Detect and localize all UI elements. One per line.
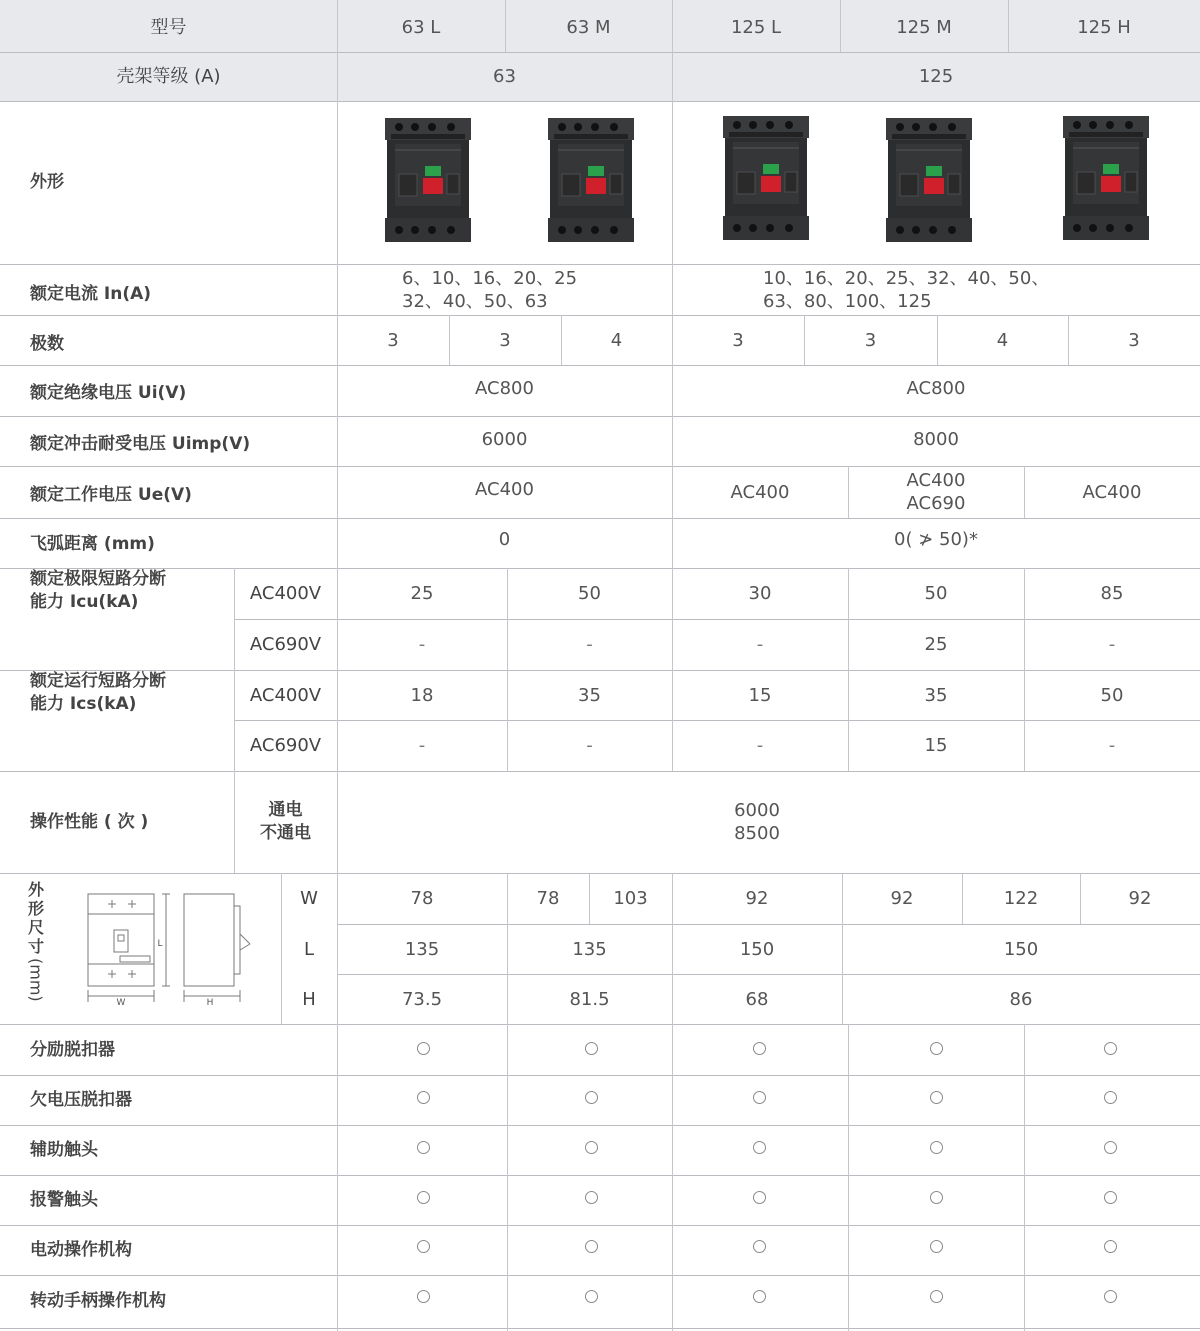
model-125h: 125 H xyxy=(1077,16,1131,38)
grid-line xyxy=(672,0,673,101)
grid-line xyxy=(0,264,1200,265)
rated-current-label: 额定电流 In(A) xyxy=(30,284,152,304)
rated-current-63 xyxy=(337,264,672,315)
grid-line xyxy=(937,315,938,365)
ics-ac400-value: 35 xyxy=(924,684,948,706)
grid-line xyxy=(672,568,673,771)
poles-value: 4 xyxy=(996,329,1009,351)
poles-value: 3 xyxy=(1128,329,1140,351)
grid-line xyxy=(0,466,1200,467)
model-125l: 125 L xyxy=(730,16,782,38)
dim-w-value: 78 xyxy=(410,888,434,909)
grid-line xyxy=(672,518,673,568)
option-available-icon xyxy=(585,1141,598,1154)
grid-line xyxy=(234,568,235,873)
breaker-image-125h xyxy=(1063,116,1149,240)
model-63l: 63 L xyxy=(401,16,441,38)
breaker-image-63l xyxy=(385,118,471,242)
dim-w-label: W xyxy=(300,888,318,909)
rated-current-63-line2: 32、40、50、63 xyxy=(402,290,548,312)
diagram-l-label: L xyxy=(157,939,163,949)
ics-ac400-value: 35 xyxy=(578,684,601,706)
dimensions-label-char: 形 xyxy=(27,899,44,918)
grid-line xyxy=(0,1125,1200,1126)
model-125m: 125 M xyxy=(896,16,952,38)
dimensions-label-char: 外 xyxy=(27,880,44,899)
icu-ac400-value: 50 xyxy=(578,583,601,604)
operating-voltage-63: AC400 xyxy=(475,478,534,500)
grid-line xyxy=(804,315,805,365)
insulation-voltage-label: 额定绝缘电压 Ui(V) xyxy=(30,383,187,403)
grid-line xyxy=(507,568,508,771)
option-available-icon xyxy=(585,1042,598,1055)
ics-label-line1: 额定运行短路分断 xyxy=(30,671,166,691)
poles-value: 3 xyxy=(864,329,877,351)
ics-ac690-value: - xyxy=(756,735,764,756)
icu-ac690-value: - xyxy=(586,634,593,655)
grid-line xyxy=(449,315,450,365)
grid-line xyxy=(234,619,1200,620)
frame-label: 壳架等级 (A) xyxy=(116,66,221,87)
option-available-icon xyxy=(753,1240,766,1253)
operation-values xyxy=(337,771,1177,873)
insulation-voltage-125: AC800 xyxy=(906,378,966,399)
frame-63: 63 xyxy=(493,66,516,87)
operation-label: 操作性能 ( 次 ) xyxy=(30,811,149,832)
grid-line xyxy=(672,365,673,466)
poles-label: 极数 xyxy=(30,333,64,354)
grid-line xyxy=(842,873,843,1024)
poles-value: 4 xyxy=(610,329,623,351)
grid-line xyxy=(0,1024,1200,1025)
option-available-icon xyxy=(585,1191,598,1204)
grid-line xyxy=(0,315,1200,316)
insulation-voltage-63: AC800 xyxy=(475,378,534,399)
ics-ac400-label: AC400V xyxy=(249,684,322,706)
grid-line xyxy=(507,1024,508,1331)
rated-current-125-line2: 63、80、100、125 xyxy=(763,290,932,312)
grid-line xyxy=(0,518,1200,519)
diagram-w-label: W xyxy=(116,998,126,1008)
operating-voltage-125m-line1: AC400 xyxy=(906,470,966,491)
grid-line xyxy=(1080,873,1081,924)
grid-line xyxy=(840,0,841,52)
icu-ac690-label: AC690V xyxy=(249,634,322,655)
grid-line xyxy=(672,101,673,264)
model-label: 型号 xyxy=(150,16,187,38)
dim-h-value: 73.5 xyxy=(401,988,443,1010)
arc-distance-label: 飞弧距离 (mm) xyxy=(30,533,155,554)
option-available-icon xyxy=(417,1141,430,1154)
option-available-icon xyxy=(585,1240,598,1253)
ics-ac400-value: 15 xyxy=(748,684,772,706)
poles-value: 3 xyxy=(499,329,511,351)
option-available-icon xyxy=(1104,1290,1117,1303)
model-63m: 63 M xyxy=(566,16,611,38)
ics-ac690-value: - xyxy=(1108,735,1116,756)
grid-line xyxy=(0,1275,1200,1276)
grid-line xyxy=(672,873,673,1024)
grid-line xyxy=(1024,568,1025,771)
option-available-icon xyxy=(753,1290,766,1303)
option-available-icon xyxy=(1104,1191,1117,1204)
dim-h-value: 68 xyxy=(745,988,769,1010)
grid-line xyxy=(234,720,1200,721)
dim-h-value: 81.5 xyxy=(569,988,610,1010)
dim-h-label: H xyxy=(302,988,316,1010)
ics-ac690-label: AC690V xyxy=(249,735,322,756)
option-available-icon xyxy=(930,1290,943,1303)
grid-line xyxy=(0,52,1200,53)
option-available-icon xyxy=(930,1191,943,1204)
grid-line xyxy=(1024,466,1025,518)
grid-line xyxy=(848,568,849,771)
arc-distance-63: 0 xyxy=(498,528,511,550)
ics-ac400-value: 18 xyxy=(410,684,434,706)
arc-distance-125: 0( ≯ 50)* xyxy=(894,528,978,550)
grid-line xyxy=(0,568,1200,569)
grid-line xyxy=(0,1075,1200,1076)
grid-line xyxy=(0,771,1200,772)
icu-ac400-value: 50 xyxy=(924,583,948,604)
dimensions-label-unit: (mm) xyxy=(26,958,46,1002)
impulse-voltage-125: 8000 xyxy=(913,428,959,450)
breaker-image-125l xyxy=(723,116,809,240)
icu-ac690-value: 25 xyxy=(924,634,948,655)
operation-sub-powered: 通电 xyxy=(268,800,303,820)
dimensions-label xyxy=(24,880,48,1002)
option-available-icon xyxy=(417,1091,430,1104)
appearance-label: 外形 xyxy=(30,172,64,192)
impulse-voltage-63: 6000 xyxy=(481,428,528,450)
icu-label xyxy=(0,568,234,670)
dim-w-value: 92 xyxy=(1128,888,1152,909)
accessory-label: 转动手柄操作机构 xyxy=(30,1290,166,1311)
dimension-diagram xyxy=(82,884,257,1010)
dimensions-label-char: 寸 xyxy=(27,937,44,956)
dim-w-value: 122 xyxy=(1003,888,1039,909)
option-available-icon xyxy=(930,1240,943,1253)
ics-ac400-value: 50 xyxy=(1100,684,1124,706)
grid-line xyxy=(1068,315,1069,365)
accessory-label: 欠电压脱扣器 xyxy=(30,1089,132,1110)
grid-line xyxy=(0,416,1200,417)
option-available-icon xyxy=(417,1240,430,1253)
rated-current-125-line1: 10、16、20、25、32、40、50、 xyxy=(763,267,1050,289)
grid-line xyxy=(672,264,673,315)
dim-w-value: 92 xyxy=(890,888,914,909)
grid-line xyxy=(1008,0,1009,52)
operation-sub-unpowered: 不通电 xyxy=(260,823,311,843)
grid-line xyxy=(507,873,508,1024)
operation-sub xyxy=(234,771,337,873)
poles-value: 3 xyxy=(387,329,399,351)
accessory-label: 报警触头 xyxy=(30,1189,98,1210)
option-available-icon xyxy=(753,1141,766,1154)
operating-voltage-125m-line2: AC690 xyxy=(906,493,966,514)
option-available-icon xyxy=(1104,1240,1117,1253)
grid-line xyxy=(0,1225,1200,1226)
grid-line xyxy=(337,974,1200,975)
operation-value-unpowered: 8500 xyxy=(734,823,780,844)
grid-line xyxy=(672,315,673,365)
dim-l-value: 135 xyxy=(404,938,440,960)
grid-line xyxy=(561,315,562,365)
grid-line xyxy=(505,0,506,52)
grid-line xyxy=(0,1328,1200,1329)
accessory-label: 分励脱扣器 xyxy=(30,1039,115,1060)
icu-ac690-value: - xyxy=(1108,634,1116,655)
grid-line xyxy=(0,1175,1200,1176)
operating-voltage-125m xyxy=(848,466,1024,518)
rated-current-125 xyxy=(672,264,1200,315)
option-available-icon xyxy=(585,1091,598,1104)
dim-w-value: 92 xyxy=(745,888,769,909)
grid-line xyxy=(672,1024,673,1331)
icu-ac400-label: AC400V xyxy=(249,583,322,604)
icu-label-line1: 额定极限短路分断 xyxy=(30,569,166,589)
option-available-icon xyxy=(930,1042,943,1055)
grid-line xyxy=(337,924,1200,925)
dim-h-value: 86 xyxy=(1009,988,1033,1010)
icu-ac400-value: 25 xyxy=(410,583,434,604)
icu-label-line2: 能力 Icu(kA) xyxy=(30,592,139,612)
icu-ac690-value: - xyxy=(756,634,764,655)
breaker-image-125m xyxy=(886,118,972,242)
accessory-label: 辅助触头 xyxy=(30,1139,98,1160)
option-available-icon xyxy=(417,1042,430,1055)
accessory-label: 电动操作机构 xyxy=(30,1239,132,1260)
grid-line xyxy=(0,670,1200,671)
icu-ac400-value: 30 xyxy=(748,583,772,604)
option-available-icon xyxy=(1104,1042,1117,1055)
dim-l-value: 150 xyxy=(739,938,775,960)
dim-l-label: L xyxy=(303,938,315,960)
icu-ac690-value: - xyxy=(418,634,426,655)
ics-ac690-value: 15 xyxy=(924,735,948,756)
grid-line xyxy=(848,1024,849,1331)
breaker-image-63m xyxy=(548,118,634,242)
operating-voltage-label: 额定工作电压 Ue(V) xyxy=(30,484,192,505)
option-available-icon xyxy=(753,1091,766,1104)
rated-current-63-line1: 6、10、16、20、25 xyxy=(402,267,578,289)
option-available-icon xyxy=(417,1290,430,1303)
grid-line xyxy=(0,873,1200,874)
option-available-icon xyxy=(1104,1091,1117,1104)
poles-value: 3 xyxy=(732,329,744,351)
grid-line xyxy=(337,0,338,1331)
option-available-icon xyxy=(930,1141,943,1154)
grid-line xyxy=(589,873,590,924)
grid-line xyxy=(672,466,673,518)
dim-l-value: 150 xyxy=(1003,938,1039,960)
option-available-icon xyxy=(930,1091,943,1104)
frame-125: 125 xyxy=(918,66,954,87)
operating-voltage-125h: AC400 xyxy=(1082,481,1142,503)
dim-w-value: 103 xyxy=(613,888,648,909)
grid-line xyxy=(848,466,849,518)
diagram-h-label: H xyxy=(206,998,214,1008)
grid-line xyxy=(281,873,282,1024)
grid-line xyxy=(0,101,1200,102)
operation-value-powered: 6000 xyxy=(734,800,780,821)
operating-voltage-125l: AC400 xyxy=(730,481,790,503)
grid-line xyxy=(962,873,963,924)
impulse-voltage-label: 额定冲击耐受电压 Uimp(V) xyxy=(30,433,251,454)
grid-line xyxy=(0,365,1200,366)
dimensions-label-char: 尺 xyxy=(27,918,44,937)
option-available-icon xyxy=(585,1290,598,1303)
dim-l-value: 135 xyxy=(572,938,607,960)
ics-ac690-value: - xyxy=(586,735,593,756)
dim-w-value: 78 xyxy=(536,888,560,909)
ics-label xyxy=(0,670,234,771)
option-available-icon xyxy=(1104,1141,1117,1154)
ics-ac690-value: - xyxy=(418,735,426,756)
option-available-icon xyxy=(417,1191,430,1204)
icu-ac400-value: 85 xyxy=(1100,583,1124,604)
option-available-icon xyxy=(753,1042,766,1055)
ics-label-line2: 能力 Ics(kA) xyxy=(30,694,137,714)
option-available-icon xyxy=(753,1191,766,1204)
grid-line xyxy=(1024,1024,1025,1331)
